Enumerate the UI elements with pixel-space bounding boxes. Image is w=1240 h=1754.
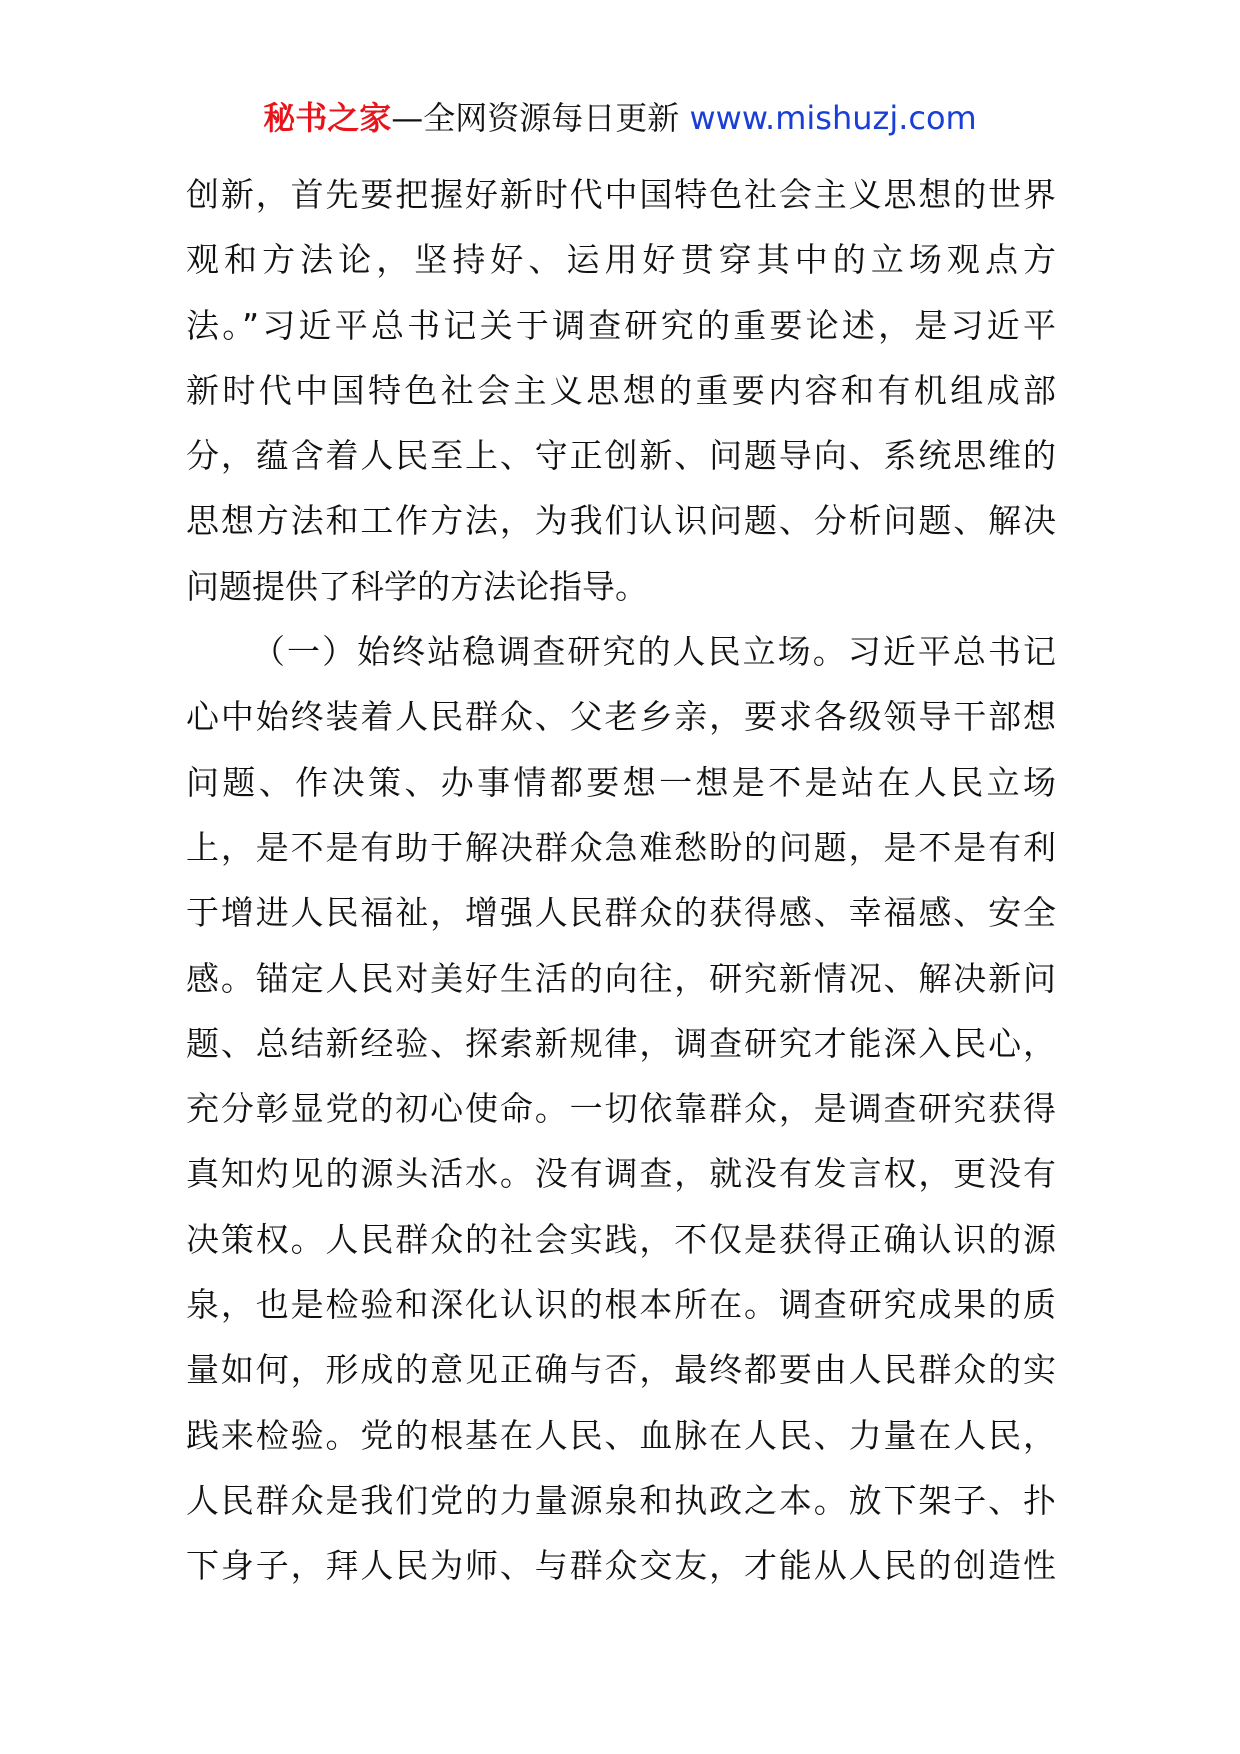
header-tagline: —全网资源每日更新 (391, 99, 680, 137)
text-line: 于增进人民福祉，增强人民群众的获得感、幸福感、安全 (186, 893, 1056, 933)
brand-name: 秘书之家 (263, 99, 392, 137)
text-line: 量如何，形成的意见正确与否，最终都要由人民群众的实 (186, 1350, 1056, 1390)
text-line: 充分彰显党的初心使命。一切依靠群众，是调查研究获得 (186, 1089, 1056, 1129)
text-line: 决策权。人民群众的社会实践，不仅是获得正确认识的源 (186, 1219, 1056, 1259)
text-line: 题、总结新经验、探索新规律，调查研究才能深入民心， (186, 1023, 1056, 1063)
site-url-link[interactable]: www.mishuzj.com (679, 99, 977, 137)
text-line: 思想方法和工作方法，为我们认识问题、分析问题、解决 (186, 501, 1056, 541)
text-line: 分，蕴含着人民至上、守正创新、问题导向、系统思维的 (186, 436, 1056, 476)
text-line: 泉，也是检验和深化认识的根本所在。调查研究成果的质 (186, 1285, 1056, 1325)
text-line: 人民群众是我们党的力量源泉和执政之本。放下架子、扑 (186, 1480, 1056, 1520)
text-line: 感。锚定人民对美好生活的向往，研究新情况、解决新问 (186, 958, 1056, 998)
page-header (0, 96, 1240, 140)
text-line: 下身子，拜人民为师、与群众交友，才能从人民的创造性 (186, 1546, 1056, 1586)
document-body (186, 162, 1056, 1599)
text-line: 法。”习近平总书记关于调查研究的重要论述，是习近平 (186, 305, 1056, 345)
text-line: 真知灼见的源头活水。没有调查，就没有发言权，更没有 (186, 1154, 1056, 1194)
text-line: 创新，首先要把握好新时代中国特色社会主义思想的世界 (186, 175, 1056, 214)
text-line: 践来检验。党的根基在人民、血脉在人民、力量在人民， (186, 1415, 1056, 1455)
text-line: 新时代中国特色社会主义思想的重要内容和有机组成部 (186, 370, 1056, 410)
text-line: 心中始终装着人民群众、父老乡亲，要求各级领导干部想 (186, 697, 1056, 737)
text-line: 观和方法论，坚持好、运用好贯穿其中的立场观点方 (186, 240, 1056, 280)
text-line: 问题提供了科学的方法论指导。 (186, 566, 648, 606)
section-heading-line: （一）始终站稳调查研究的人民立场。习近平总书记 (252, 632, 1056, 672)
text-line: 上，是不是有助于解决群众急难愁盼的问题，是不是有利 (186, 827, 1056, 867)
text-line: 问题、作决策、办事情都要想一想是不是站在人民立场 (186, 762, 1056, 802)
